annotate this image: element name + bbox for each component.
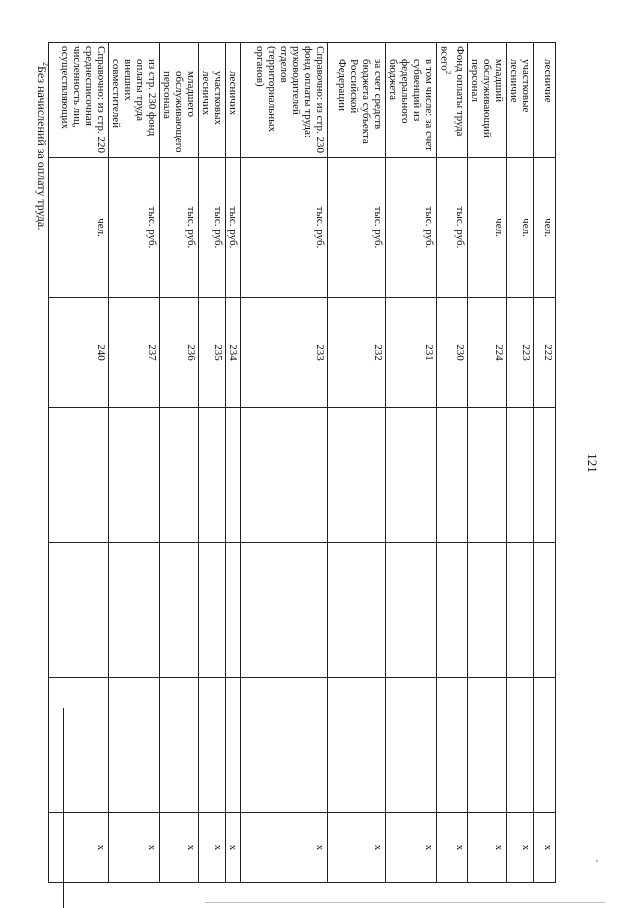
row-name-text: участковых лесничих xyxy=(200,71,224,125)
row-x-mark: x xyxy=(160,813,199,883)
row-value-cell xyxy=(468,678,507,813)
row-x-mark: x xyxy=(226,813,241,883)
row-x-mark: x xyxy=(507,813,534,883)
row-name-text: в том числе: за счет субвенций из федерального бюджета xyxy=(387,59,435,151)
row-code: 235 xyxy=(199,298,226,408)
row-unit: тыс. руб. xyxy=(160,158,199,298)
row-x-mark: x xyxy=(468,813,507,883)
row-unit: чел. xyxy=(507,158,534,298)
row-value-cell xyxy=(328,678,386,813)
row-value-cell xyxy=(328,408,386,543)
row-name-text: Фонд оплаты труда всего xyxy=(438,46,466,137)
row-name-text: младшего обслуживающего персонала xyxy=(161,71,197,153)
row-name-text: Справочно: из стр. 220 среднесписочная численность лиц, осуществляющих xyxy=(59,46,107,153)
row-unit: чел. xyxy=(534,158,556,298)
row-value-cell xyxy=(49,543,109,678)
row-name xyxy=(468,43,507,158)
row-unit: чел. xyxy=(49,158,109,298)
footnote-rule xyxy=(63,708,64,908)
row-name xyxy=(160,43,199,158)
row-value-cell xyxy=(534,543,556,678)
row-name xyxy=(437,43,468,158)
row-unit: чел. xyxy=(468,158,507,298)
table-row xyxy=(160,43,199,883)
row-value-cell xyxy=(468,543,507,678)
footnote-marker: 2 xyxy=(41,62,50,66)
row-value-cell xyxy=(109,678,160,813)
table-row xyxy=(386,43,437,883)
table-row xyxy=(468,43,507,883)
row-value-cell xyxy=(49,678,109,813)
row-x-mark: x xyxy=(386,813,437,883)
row-value-cell xyxy=(386,678,437,813)
report-table-container xyxy=(59,42,556,882)
row-name-text: Справочно: из стр. 230 фонд оплаты труда: руководителей отделов (территориальных органов) xyxy=(254,46,326,153)
row-name xyxy=(534,43,556,158)
row-value-cell xyxy=(507,543,534,678)
row-value-cell xyxy=(468,408,507,543)
row-name xyxy=(328,43,386,158)
footnote-text: Без начислений за оплату труда. xyxy=(35,66,49,231)
table-row xyxy=(226,43,241,883)
row-name xyxy=(109,43,160,158)
row-unit: тыс. руб. xyxy=(241,158,328,298)
row-code: 234 xyxy=(226,298,241,408)
row-name xyxy=(386,43,437,158)
row-code: 230 xyxy=(437,298,468,408)
row-name xyxy=(49,43,109,158)
row-name-text: участковые лесничие xyxy=(508,59,532,113)
row-value-cell xyxy=(49,408,109,543)
row-value-cell xyxy=(437,678,468,813)
row-unit: тыс. руб. xyxy=(328,158,386,298)
row-value-cell xyxy=(437,408,468,543)
row-code: 236 xyxy=(160,298,199,408)
row-unit: тыс. руб. xyxy=(226,158,241,298)
row-code: 237 xyxy=(109,298,160,408)
table-row xyxy=(109,43,160,883)
row-name xyxy=(199,43,226,158)
row-value-cell xyxy=(241,543,328,678)
row-value-cell xyxy=(109,543,160,678)
table-row xyxy=(534,43,556,883)
row-value-cell xyxy=(437,543,468,678)
row-value-cell xyxy=(241,678,328,813)
row-name-text: лесничие xyxy=(542,59,554,103)
row-value-cell xyxy=(109,408,160,543)
row-x-mark: x xyxy=(49,813,109,883)
footnote xyxy=(34,62,50,230)
row-value-cell xyxy=(226,543,241,678)
table-row xyxy=(437,43,468,883)
row-unit: тыс. руб. xyxy=(109,158,160,298)
row-value-cell xyxy=(534,408,556,543)
row-value-cell xyxy=(328,543,386,678)
row-value-cell xyxy=(226,678,241,813)
row-name-text: из стр. 230 фонд оплаты труда внешних совместителей xyxy=(110,59,158,137)
report-table xyxy=(48,42,556,883)
row-value-cell xyxy=(160,408,199,543)
footnote-ref: 2 xyxy=(444,70,452,75)
row-x-mark: x xyxy=(109,813,160,883)
row-x-mark: x xyxy=(328,813,386,883)
row-value-cell xyxy=(199,543,226,678)
row-value-cell xyxy=(241,408,328,543)
row-name-text: за счет средств бюджета субъекта Российской Федерации xyxy=(336,59,384,144)
row-name xyxy=(507,43,534,158)
row-value-cell xyxy=(199,678,226,813)
row-value-cell xyxy=(160,678,199,813)
row-value-cell xyxy=(386,408,437,543)
table-row xyxy=(507,43,534,883)
row-code: 223 xyxy=(507,298,534,408)
row-code: 233 xyxy=(241,298,328,408)
row-value-cell xyxy=(507,678,534,813)
scan-dot xyxy=(596,860,598,862)
row-value-cell xyxy=(160,543,199,678)
row-x-mark: x xyxy=(534,813,556,883)
scan-edge-line xyxy=(205,902,605,903)
row-unit: тыс. руб. xyxy=(199,158,226,298)
row-name-text: младший обслуживающий персонал xyxy=(469,59,505,138)
table-row xyxy=(49,43,109,883)
row-name xyxy=(226,43,241,158)
row-unit: тыс. руб. xyxy=(437,158,468,298)
row-unit: тыс. руб. xyxy=(386,158,437,298)
table-row xyxy=(199,43,226,883)
row-name-text: лесничих xyxy=(227,71,239,116)
row-x-mark: x xyxy=(437,813,468,883)
row-value-cell xyxy=(199,408,226,543)
row-x-mark: x xyxy=(241,813,328,883)
row-code: 224 xyxy=(468,298,507,408)
table-row xyxy=(241,43,328,883)
row-code: 222 xyxy=(534,298,556,408)
row-value-cell xyxy=(226,408,241,543)
row-code: 231 xyxy=(386,298,437,408)
row-value-cell xyxy=(534,678,556,813)
row-code: 240 xyxy=(49,298,109,408)
row-value-cell xyxy=(507,408,534,543)
row-x-mark: x xyxy=(199,813,226,883)
row-value-cell xyxy=(386,543,437,678)
row-code: 232 xyxy=(328,298,386,408)
page-number: 121 xyxy=(584,453,600,473)
row-name xyxy=(241,43,328,158)
table-row xyxy=(328,43,386,883)
